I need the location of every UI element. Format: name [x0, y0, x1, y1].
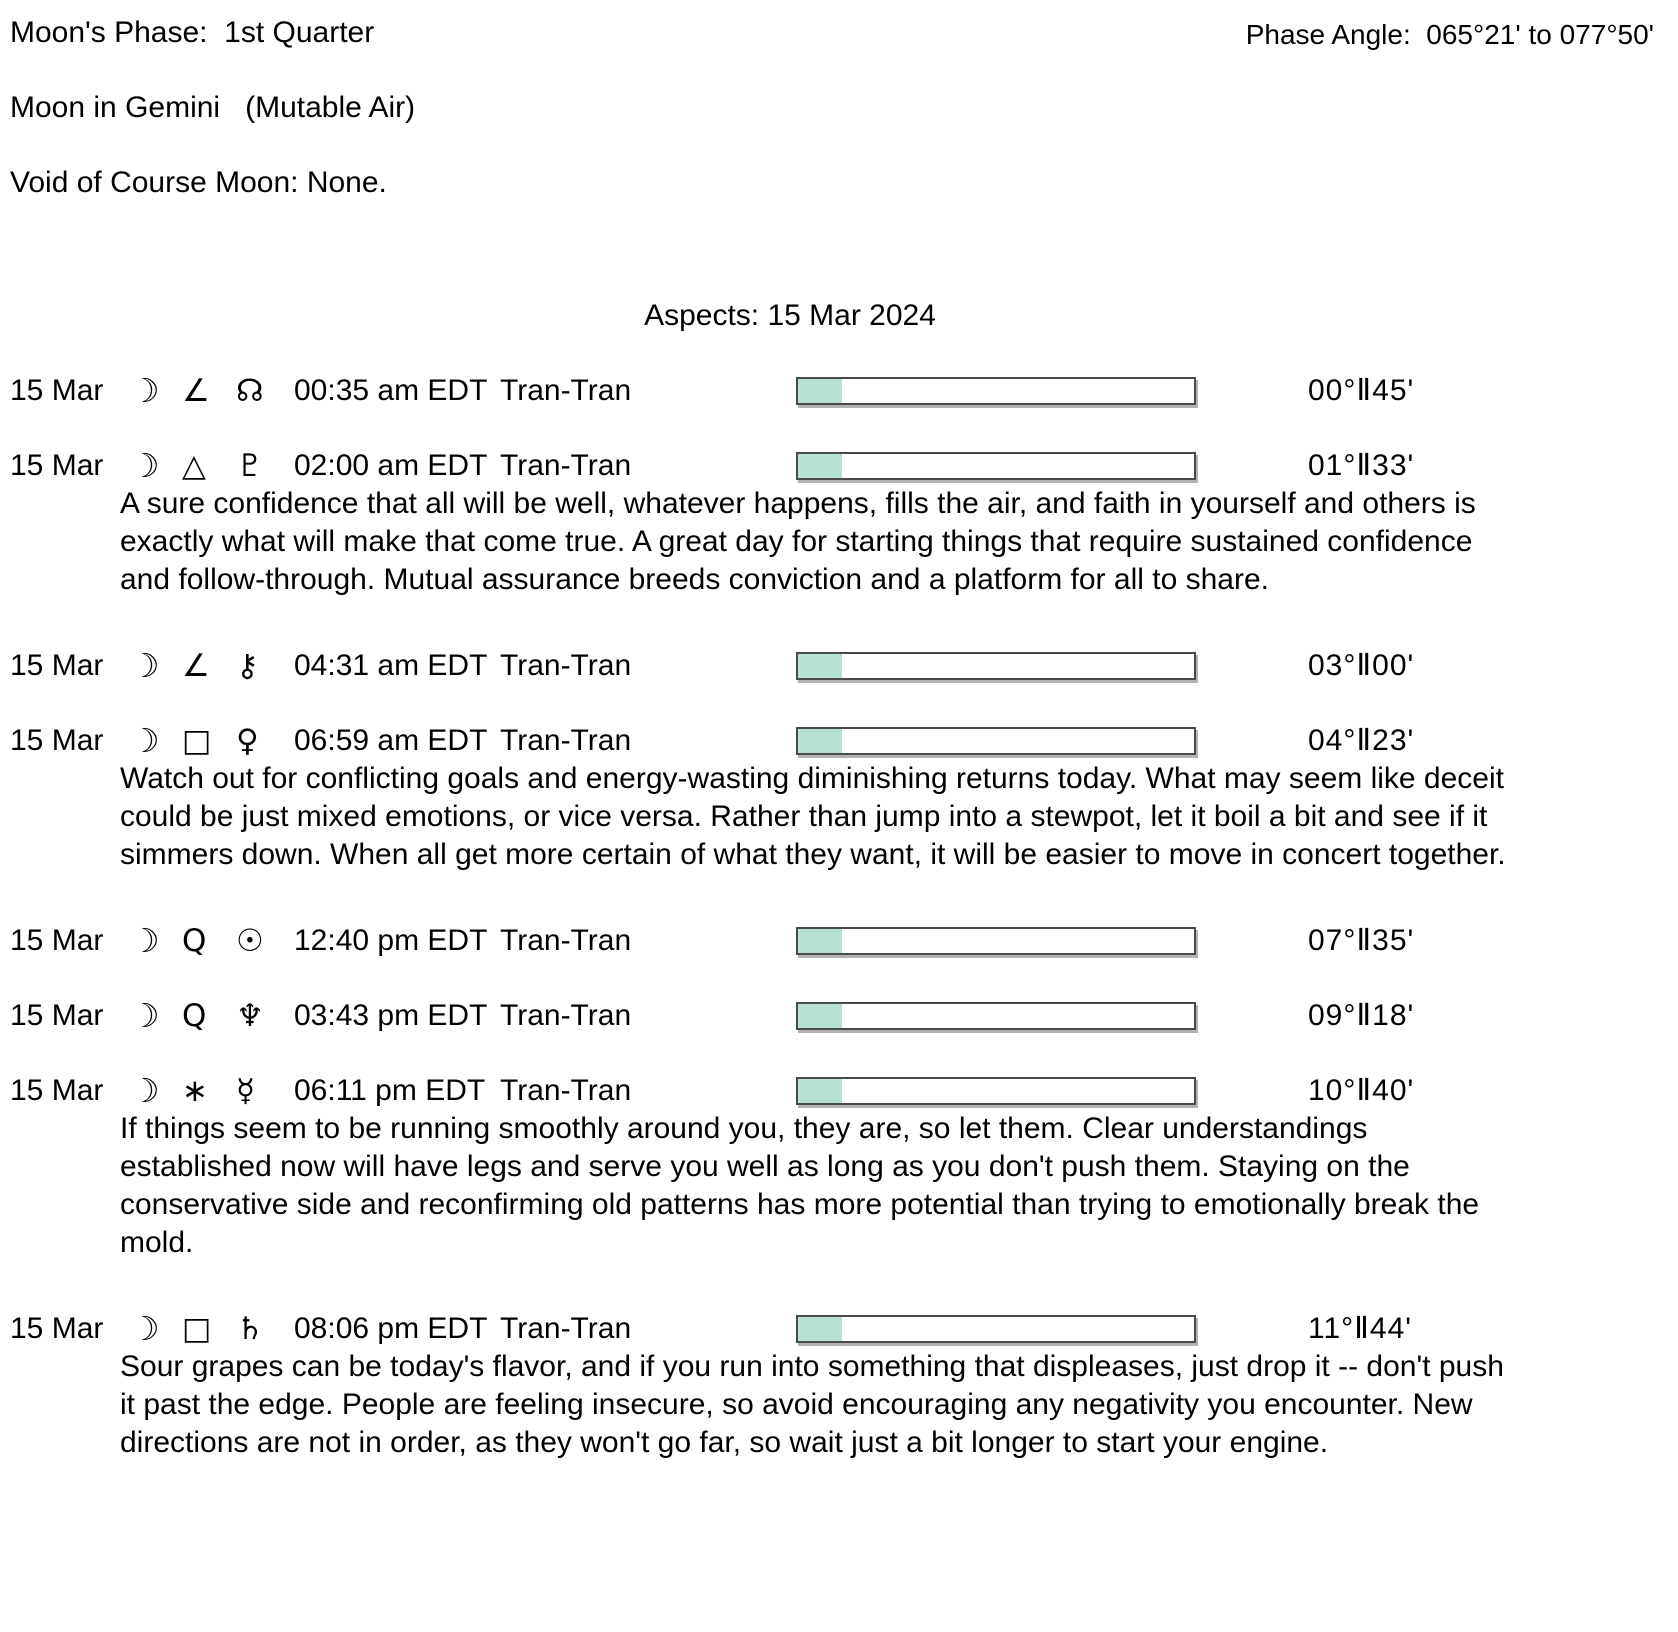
aspect-degree: 04°Ⅱ23': [1308, 724, 1415, 757]
aspect-description: Watch out for conflicting goals and energy-wasting diminishing returns today. What may seem like deceit could be just mixed emotions, or vice versa. Rather than jump into a stewpot, let it boil a bit and see if it simmers down. When all get more certain of what they want, it will be easier to move in concert together.: [120, 762, 1506, 871]
orb-progress-fill: [798, 1004, 842, 1028]
aspect-row: [10, 1072, 1654, 1110]
neptune-icon: ♆: [236, 998, 264, 1034]
venus-icon: ♀: [236, 723, 259, 759]
orb-progress-fill: [798, 654, 842, 678]
aspect-entry: [10, 997, 1654, 1035]
pluto-icon: ♇: [236, 448, 264, 484]
aspect-entry: [10, 722, 1654, 874]
moon-sign-text: Moon in Gemini (Mutable Air): [10, 91, 416, 124]
aspects-title: Aspects: 15 Mar 2024: [644, 299, 936, 332]
aspect-type: Tran-Tran: [500, 999, 632, 1032]
orb-progress-bar: [796, 927, 1196, 955]
aspect-type: Tran-Tran: [500, 924, 632, 957]
orb-progress-bar: [796, 652, 1196, 680]
aspect-description: A sure confidence that all will be well, whatever happens, fills the air, and faith in yourself and others is exactly what will make that come true. A great day for starting things that require sustained confidence and follow-through. Mutual assurance breeds conviction and a platform for all to share.: [120, 487, 1476, 596]
aspect-type: Tran-Tran: [500, 1312, 632, 1345]
square-aspect-icon: □: [182, 723, 212, 759]
orb-progress-bar: [796, 377, 1196, 405]
aspect-degree: 10°Ⅱ40': [1308, 1074, 1415, 1107]
aspect-date: 15 Mar: [10, 999, 104, 1032]
semisquare-aspect-icon: ∠: [182, 373, 210, 409]
aspect-degree: 07°Ⅱ35': [1308, 924, 1415, 957]
aspects-list: [10, 372, 1654, 1462]
aspect-row: [10, 1310, 1654, 1348]
aspect-row: [10, 922, 1654, 960]
moon-phase-text: Moon's Phase: 1st Quarter: [10, 16, 375, 49]
moon-icon: ☽: [130, 996, 160, 1035]
square-aspect-icon: □: [182, 1311, 212, 1347]
orb-progress-bar: [796, 1002, 1196, 1030]
aspect-type: Tran-Tran: [500, 649, 632, 682]
phase-angle-text: Phase Angle: 065°21' to 077°50': [1245, 19, 1654, 50]
aspect-type: Tran-Tran: [500, 374, 632, 407]
sextile-aspect-icon: ∗: [182, 1073, 208, 1109]
saturn-icon: ♄: [236, 1311, 264, 1347]
orb-progress-bar: [796, 727, 1196, 755]
aspect-time: 00:35 am EDT: [294, 374, 488, 407]
orb-progress-bar: [796, 1077, 1196, 1105]
aspect-row: [10, 647, 1654, 685]
trine-aspect-icon: △: [182, 448, 206, 484]
moon-icon: ☽: [130, 921, 160, 960]
chiron-icon: ⚷: [236, 648, 259, 684]
aspect-entry: [10, 1072, 1654, 1262]
moon-icon: ☽: [130, 721, 160, 760]
aspect-degree: 00°Ⅱ45': [1308, 374, 1415, 407]
aspect-type: Tran-Tran: [500, 1074, 632, 1107]
aspect-time: 06:59 am EDT: [294, 724, 488, 757]
aspect-description: If things seem to be running smoothly around you, they are, so let them. Clear understandings established now will have legs and serve you well as long as you don't push them. Staying on the conservative side and reconfirming old patterns has more potential than trying to emotionally break the mold.: [120, 1112, 1480, 1259]
page-header: [10, 14, 1654, 52]
moon-icon: ☽: [130, 371, 160, 410]
aspect-time: 08:06 pm EDT: [294, 1312, 488, 1345]
aspect-time: 02:00 am EDT: [294, 449, 488, 482]
aspect-time: 03:43 pm EDT: [294, 999, 488, 1032]
aspect-entry: [10, 647, 1654, 685]
mercury-icon: ☿: [236, 1073, 256, 1109]
aspect-entry: [10, 372, 1654, 410]
aspect-date: 15 Mar: [10, 724, 104, 757]
orb-progress-fill: [798, 1079, 842, 1103]
aspect-degree: 11°Ⅱ44': [1308, 1312, 1413, 1345]
aspect-date: 15 Mar: [10, 449, 104, 482]
orb-progress-fill: [798, 454, 842, 478]
aspect-date: 15 Mar: [10, 1074, 104, 1107]
orb-progress-fill: [798, 929, 842, 953]
aspect-date: 15 Mar: [10, 1312, 104, 1345]
orb-progress-fill: [798, 729, 842, 753]
aspect-degree: 03°Ⅱ00': [1308, 649, 1415, 682]
aspect-date: 15 Mar: [10, 374, 104, 407]
aspect-row: [10, 372, 1654, 410]
aspect-row: [10, 447, 1654, 485]
semisquare-aspect-icon: ∠: [182, 648, 210, 684]
orb-progress-fill: [798, 379, 842, 403]
aspect-date: 15 Mar: [10, 924, 104, 957]
aspect-date: 15 Mar: [10, 649, 104, 682]
void-of-course-text: Void of Course Moon: None.: [10, 166, 387, 199]
orb-progress-bar: [796, 452, 1196, 480]
aspect-time: 12:40 pm EDT: [294, 924, 488, 957]
quintile-aspect-icon: Q: [182, 923, 207, 959]
orb-progress-bar: [796, 1315, 1196, 1343]
quintile-aspect-icon: Q: [182, 998, 207, 1034]
aspect-description: Sour grapes can be today's flavor, and if you run into something that displeases, just drop it -- don't push it past the edge. People are feeling insecure, so avoid encouraging any negativity you encounter. New directions are not in order, as they won't go far, so wait just a bit longer to start your engine.: [120, 1350, 1504, 1459]
aspect-degree: 09°Ⅱ18': [1308, 999, 1415, 1032]
aspect-time: 04:31 am EDT: [294, 649, 488, 682]
aspect-entry: [10, 447, 1654, 599]
moon-icon: ☽: [130, 446, 160, 485]
aspect-entry: [10, 922, 1654, 960]
aspect-degree: 01°Ⅱ33': [1308, 449, 1415, 482]
moon-icon: ☽: [130, 1309, 160, 1348]
aspect-entry: [10, 1310, 1654, 1462]
aspect-time: 06:11 pm EDT: [294, 1074, 486, 1107]
orb-progress-fill: [798, 1317, 842, 1341]
sun-icon: ☉: [236, 923, 264, 959]
moon-icon: ☽: [130, 1071, 160, 1110]
moon-icon: ☽: [130, 646, 160, 685]
aspect-type: Tran-Tran: [500, 449, 632, 482]
aspect-type: Tran-Tran: [500, 724, 632, 757]
aspect-row: [10, 722, 1654, 760]
north-node-icon: ☊: [236, 373, 264, 409]
aspect-row: [10, 997, 1654, 1035]
